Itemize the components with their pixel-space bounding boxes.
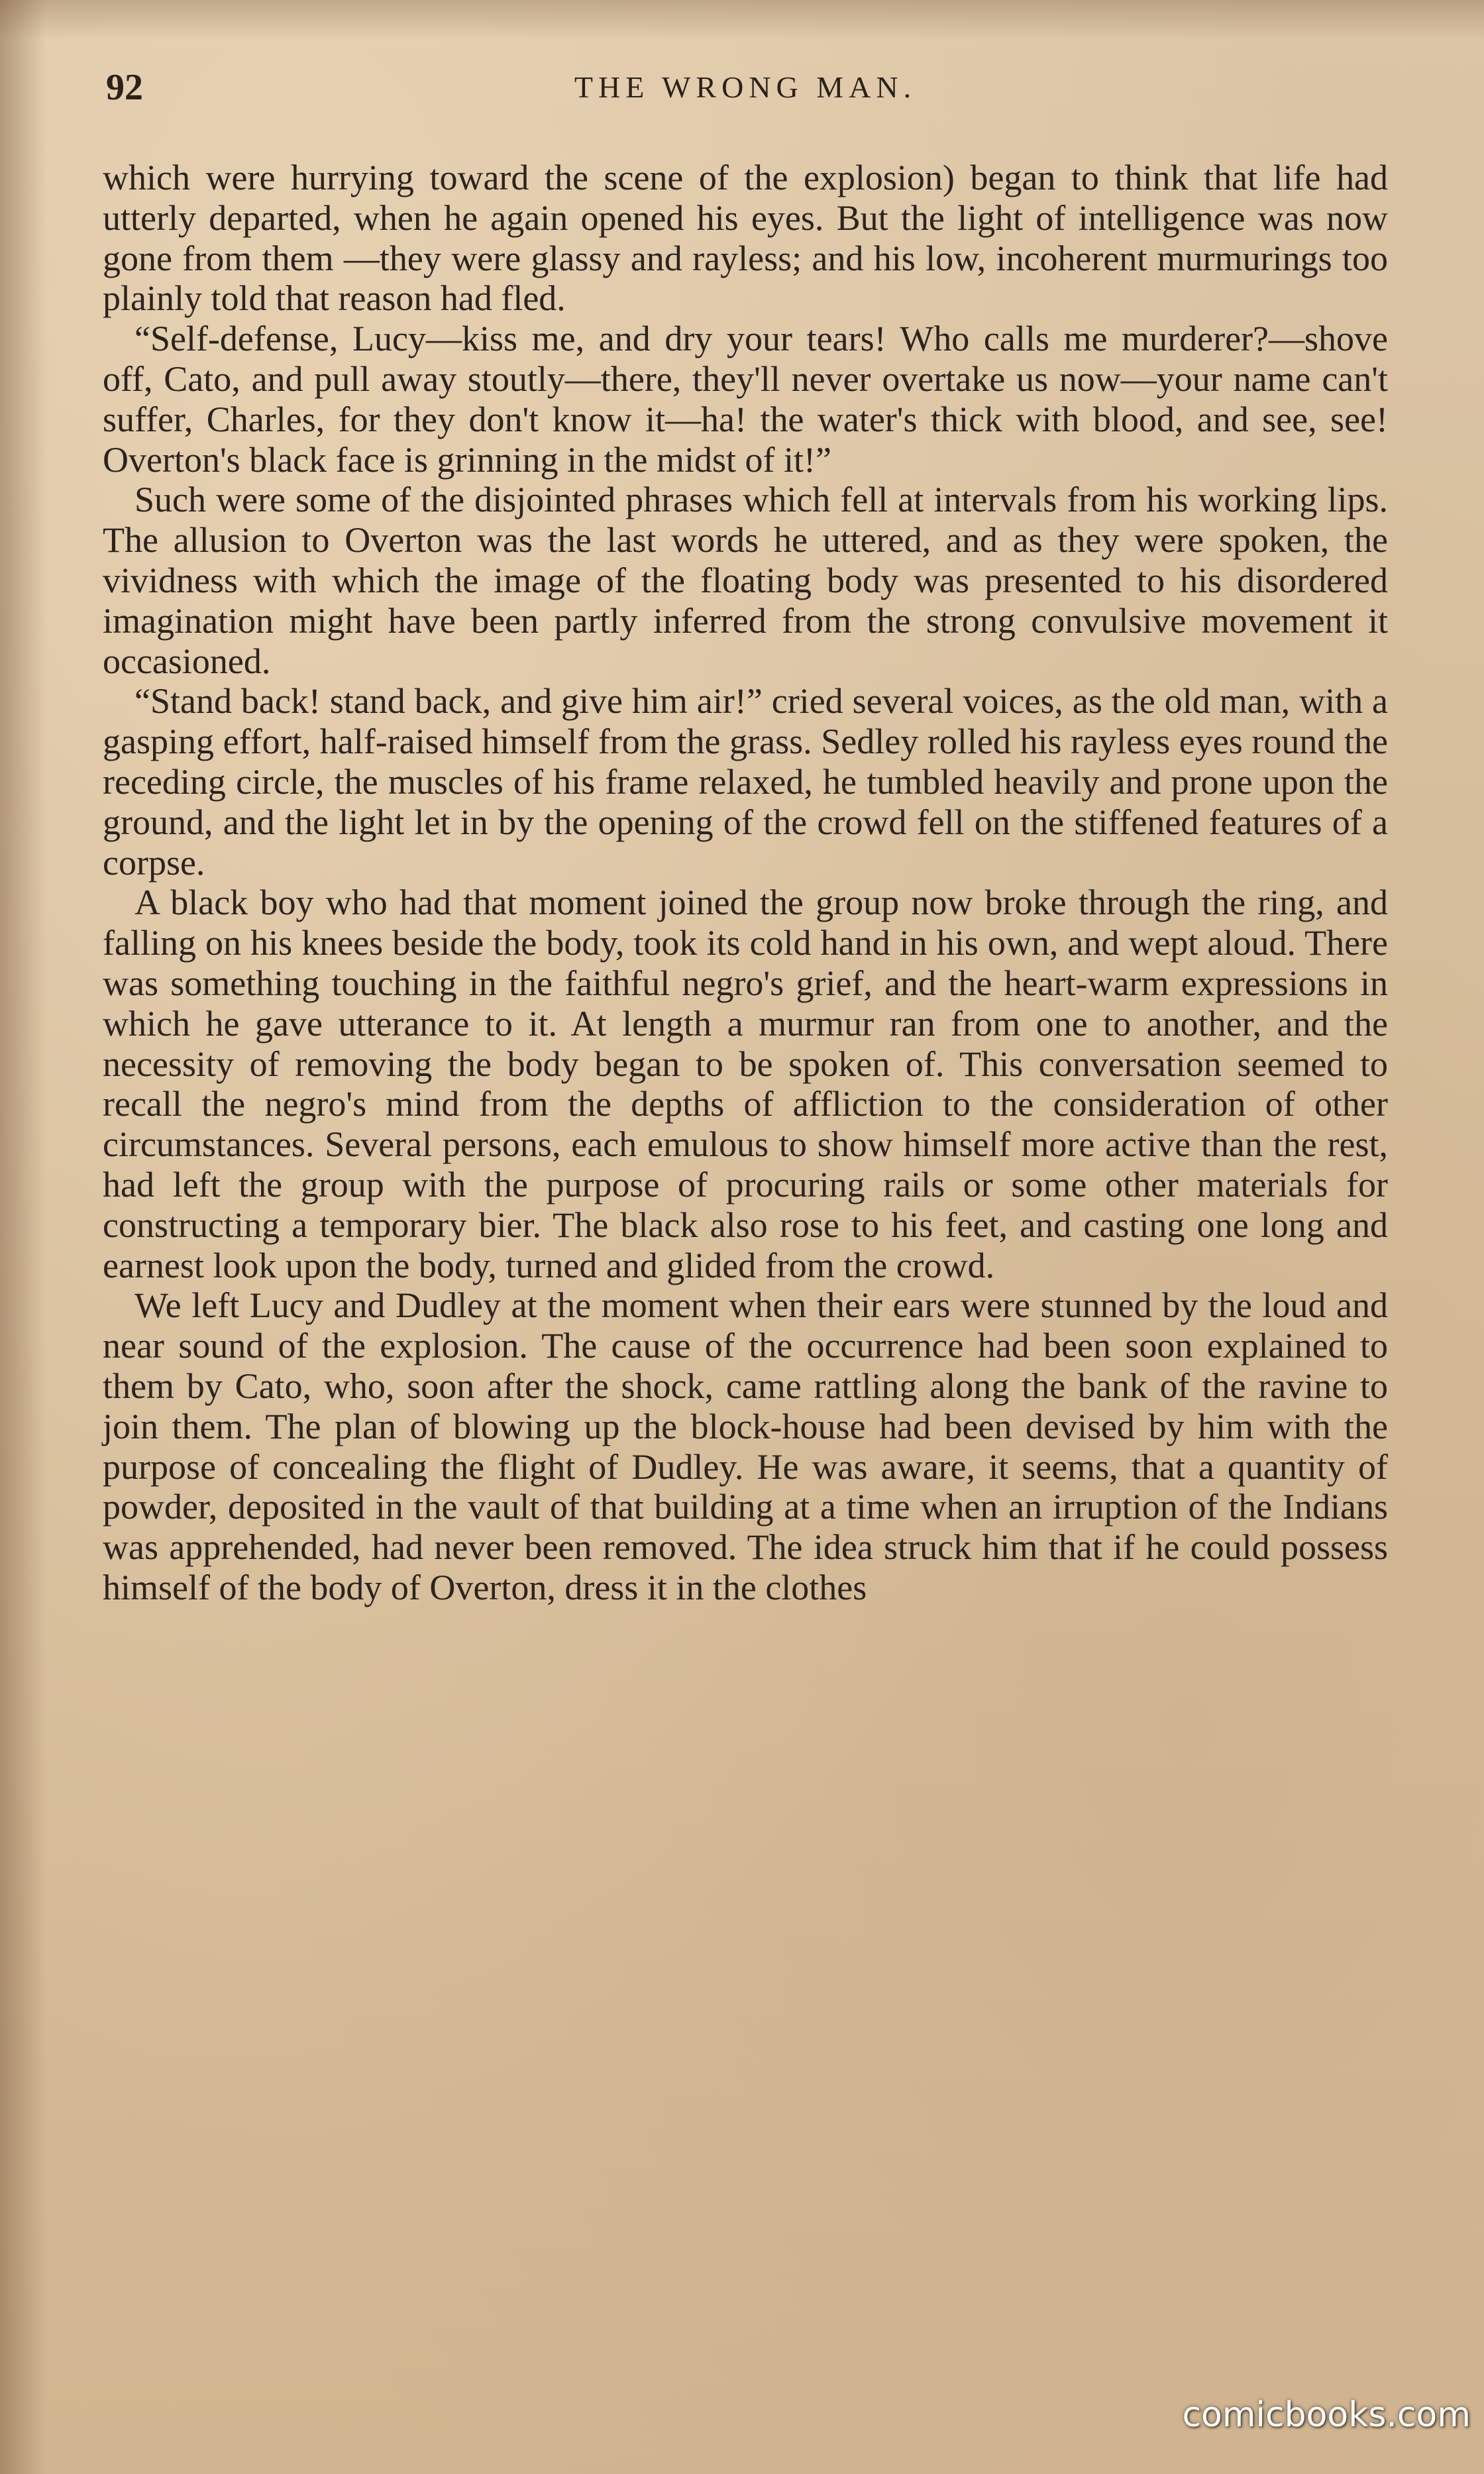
paragraph: A black boy who had that moment joined the group now broke through the ring, and falling on his knees beside the body, took its cold hand in his own, and wept aloud. There was something touching in the faithful negro's grief, and the heart-warm expressions in which he gave utterance to it. At length a murmur ran from one to another, and the necessity of removing the body began to be spoken of. This conversation seemed to recall the negro's mind from the depths of affliction to the consideration of other circumstances. Several persons, each emulous to show himself more active than the rest, had left the group with the purpose of procuring rails or some other materials for constructing a temporary bier. The black also rose to his feet, and casting one long and earnest look upon the body, turned and glided from the crowd.: [103, 883, 1388, 1285]
running-head: THE WRONG MAN.: [574, 70, 917, 104]
paragraph: We left Lucy and Dudley at the moment when their ears were stunned by the loud and near sound of the explosion. The cause of the occurrence had been soon explained to them by Cato, who, soon after the shock, came rattling along the bank of the ravine to join them. The plan of blowing up the block-house had been devised by him with the purpose of concealing the flight of Dudley. He was aware, it seems, that a quantity of powder, deposited in the vault of that building at a time when an irruption of the Indians was apprehended, had never been removed. The idea struck him that if he could possess himself of the body of Overton, dress it in the clothes: [103, 1285, 1388, 1607]
paragraph: “Stand back! stand back, and give him air!” cried several voices, as the old man, with a gasping effort, half-raised himself from the grass. Sedley rolled his rayless eyes round the receding circle, the muscles of his frame relaxed, he tumbled heavily and prone upon the ground, and the light let in by the opening of the crowd fell on the stiffened features of a corpse.: [103, 681, 1388, 883]
watermark: comicbooks.com: [1182, 2395, 1471, 2435]
page-top-shadow: [0, 0, 1484, 40]
page-header: [106, 61, 1385, 114]
page-number: 92: [106, 67, 143, 108]
paragraph: which were hurrying toward the scene of the explosion) began to think that life had utterly departed, when he again opened his eyes. But the light of intelligence was now gone from them —they were glassy and rayless; and his low, incoherent murmurings too plainly told that reason had fled.: [103, 158, 1388, 319]
paragraph: Such were some of the disjointed phrases which fell at intervals from his working lips. The allusion to Overton was the last words he uttered, and as they were spoken, the vividness with which the image of the floating body was presented to his disordered imagination might have been partly inferred from the strong convulsive movement it occasioned.: [103, 480, 1388, 681]
body-text: [103, 158, 1388, 1608]
paragraph: “Self-defense, Lucy—kiss me, and dry your tears! Who calls me murderer?—shove off, Cato, and pull away stoutly—there, they'll never overtake us now—your name can't suffer, Charles, for they don't know it—ha! the water's thick with blood, and see, see! Overton's black face is grinning in the midst of it!”: [103, 319, 1388, 480]
page-edge-shadow: [0, 0, 46, 2474]
